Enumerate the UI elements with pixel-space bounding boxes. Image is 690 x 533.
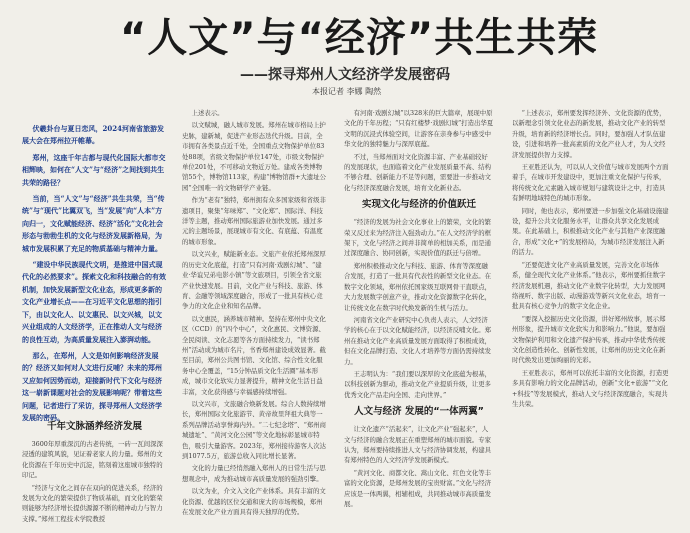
body-paragraph: 以文赋城，融人城市发展。郑州在城市格局上护史脉，建新城，促进产业形态迭代升级。目前，全市拥有各类景点近千处，全国重点文物保护单位83处88项，省级文物保护单位147处，市级文物保护单位201处，不可移动文物近万处。建成各类博物馆55个，博物馆113家，构建“博物馆群+大遗址公园”全国唯一的文物研学产业链。 bbox=[182, 121, 326, 192]
body-paragraph: 郑州积极推动文化与科技、旅游、体育等深度融合发展，打造了一批具有代表性的新型文化业态。在数字文化领域，郑州依托国家级互联网骨干直联点，大力发展数字创意产业，推动文化资源数字化转化，让传统文化在数字时代焕发新的生机与活力。 bbox=[344, 261, 491, 312]
body-paragraph: “还要促进文化产业高质量发展，完善文化市场体系，健全现代文化产业体系。”他表示，郑州要抓住数字经济发展机遇，推动文化产业数字化转型，大力发展网络视听、数字出版、动漫游戏等新兴文化业态，培育一批具有核心竞争力的数字文化企业。 bbox=[512, 260, 666, 311]
body-paragraph: “上述表示，郑州要发挥经济外、文化资源的优势，以新理念引领文化业态的新发展，推动文化产业的转型升级，培育新的经济增长点。同时，要加强人才队伍建设，引进和培养一批高素质的文化产业人才，为人文经济发展提供智力支撑。 bbox=[512, 109, 666, 159]
body-paragraph: 同时，他也表示，郑州要进一步加强文化基础设施建设，提升公共文化服务水平，让群众共享文化发展成果。在此基础上，积极推动文化产业与其他产业深度融合，形成“文化+”的发展格局，为城市经济发展注入新的活力。 bbox=[512, 206, 669, 257]
body-paragraph: 以文为业，介文入文化产业体系。具有丰富的文化资源、优越的区位交通和庞大的市场规模，郑州在发展文化产业方面具有得天独厚的优势。 bbox=[182, 487, 326, 517]
body-paragraph: 王志明认为：“我们要以深厚的文化底蕴为根基，以科技创新为驱动，推动文化产业提质升级，让更多优秀文化产品走向全国、走向世界。” bbox=[344, 369, 492, 399]
body-paragraph: 让文化遗产“活起来”，让文化产业“强起来”，人文与经济的融合发展正在重塑郑州的城市面貌。专家认为，郑州要持续推进人文与经济协调发展，构建具有郑州特色的人文经济学发展新模式。 bbox=[344, 425, 491, 465]
body-paragraph: 以文兴业，赋能新业态。文旅产业依托郑州深厚的历史文化底蕴，打造“只有河南·戏剧幻城”、“建业·华谊兄弟电影小镇”等文旅项目，引领全省文旅产业快速发展。目前，文化产业与科技、旅游、体育、金融等领域深度融合，形成了一批具有核心竞争力的文化企业和知名品牌。 bbox=[182, 250, 326, 311]
body-paragraph: 3600年厚重深沉的古老传统，一砖一瓦间深深浸透的建筑风貌，见证着老家人的力量。郑州的文化资源在千年历史中沉淀，铭刻着这座城市独特的印记。 bbox=[22, 440, 163, 480]
section-heading: 人文与经济 发展的“一体两翼” bbox=[354, 406, 484, 418]
lead-paragraph: 当前，当“人文”与“经济”共生共荣，当“传统”与“现代”比翼双飞，当“发展”向“人本”方向归一，文化赋能经济、经济“活化”文化社会形态与勃勃生机的文化与经济发展新格局，为城市发展积累了充足的物质基础与精神力量。 bbox=[22, 194, 165, 253]
body-paragraph: “经济与文化之间存在双向的促进关系，经济的发展为文化的繁荣提供了物质基础，而文化的繁荣则能够为经济增长提供源源不断的精神动力与智力支撑。”郑州工程技术学院教授 bbox=[22, 483, 163, 523]
section-heading: 实现文化与经济的价值跃迁 bbox=[361, 199, 476, 211]
lead-paragraph: 那么，在郑州，人文是如何影响经济发展的？经济又如何对人文进行反哺？未来的郑州又应如何因势而动，迎接新时代下文化与经济这一崭新课题对社会的发展影响呢？带着这些问题，记者进行了采访，探寻郑州人文经济学发展的密码。 bbox=[22, 350, 162, 422]
body-paragraph: “要深入挖掘历史文化资源，讲好郑州故事，展示郑州形象，提升城市文化软实力和影响力。”他说，要加强文物保护利用和文化遗产保护传承，推动中华优秀传统文化创造性转化、创新性发展，让郑州的历史文化在新时代焕发出更加绚丽的光彩。 bbox=[512, 314, 666, 365]
body-paragraph: 不过，当郑州面对文化资源丰富、产业基础较好的发展现状，也面临着文化产业发展质量不高、结构不够合理、创新能力不足等问题，需要进一步推动文化与经济深度融合发展，培育文化新业态。 bbox=[344, 152, 491, 192]
body-paragraph: “经济的发展为社会文化事业上的繁荣，文化的繁荣又反过来为经济注入强劲动力。”在人文经济学的框架下，文化与经济之间并非简单的相加关系，而是通过深度融合、协同创新，实现价值的跃迁与倍增。 bbox=[344, 218, 492, 258]
body-paragraph: 有河南·戏剧幻城”以328米的巨大篇章，展现中原文化的千年历程；“只有红楼梦·戏剧幻城”打造出华夏文明的沉浸式体验空间，让游客在亲身参与中感受中华文化的独特魅力与深厚底蕴。 bbox=[344, 109, 494, 149]
section-heading: 千年文脉涵养经济发展 bbox=[46, 421, 142, 432]
body-paragraph: 河南省文化产业研究中心负责人表示，人文经济学的核心在于以文化赋能经济，以经济反哺文化。郑州在推动文化产业高质量发展方面取得了积极成效，但在文化品牌打造、文化人才培养等方面仍需持续发力。 bbox=[344, 315, 491, 366]
body-paragraph: 以文惠民，涵养城市精神。坚持在郑州中央文化区（CCD）的“四个中心”，文化惠民、文博资源、全民阅读、文化志愿等各方面持续发力，“读书郑州”活动成为城市名片，书香郑州建设成效显著。截至目前，郑州公共图书馆、文化馆、综合性文化服务中心全覆盖，“15分钟品质文化生活圈”基本形成，城市文化软实力显著提升，精神文化生活日益丰富，文化获得感与幸福感持续增强。 bbox=[182, 314, 326, 396]
body-paragraph: 王亚胜表示，郑州可以依托丰富的文化资源，打造更多具有影响力的文化品牌活动，创新“文化+旅游”“文化+科技”等发展模式，推动人文与经济深度融合，实现共生共荣。 bbox=[512, 368, 669, 408]
body-paragraph: 上述表示。 bbox=[191, 109, 224, 117]
subheadline: ——探寻郑州人文经济学发展密码 bbox=[240, 67, 450, 83]
body-paragraph: 作为“老有”独特，郑州拥有众多国家级和省级非遗项目，聚集“年味郑”、“文化郑”、国际洋、科技洋等主题，推动郑州国际旅游业加快发展。通过多元的主题场景，展现城市有文化、有底蕴、有温度的城市形象。 bbox=[182, 196, 326, 246]
headline: “人文”与“经济”共生共荣 bbox=[120, 15, 599, 61]
column-2 bbox=[182, 108, 327, 533]
body-paragraph: 以文兴市，文旅融合焕新发展。综合人数持续增长，郑州国际文化旅游节、黄帝故里拜祖大典等一系列品牌活动享誉海内外。“二七纪念塔”、“郑州商城遗址”、“黄河文化公园”等文化地标彰显城市特色，吸引大量游客。2023年，郑州接待游客人次达到1077.5万，旅游总收入同比增长显著。 bbox=[182, 399, 327, 460]
body-paragraph: 王亚胜还认为，可以从人文价值与城市发展两个方面着手，在城市开发建设中，更加注重文化保护与传承，将传统文化元素融入城市规划与建筑设计之中，打造具有鲜明地域特色的城市形象。 bbox=[512, 163, 669, 203]
body-paragraph: 文化的力量已经悄然融入郑州人的日常生活与思想观念中，成为推动城市高质量发展的强劲引擎。 bbox=[182, 464, 326, 483]
lead-paragraph: 郑州，这座千年古都与现代化国际大都市交相辉映，如何在“人文”与“经济”之间找到共生共荣的路径？ bbox=[22, 152, 166, 187]
lead-paragraph: “建设中华民族现代文明，是推进中国式现代化的必然要求”。探索文化和科技融合的有效机制，加快发展新型文化业态，形成更多新的文化产业增长点——在习近平文化思想的指引下，由以文化人、以文惠民、以文兴城，以文兴业组成的人文经济学，正在推动人文与经济的良性互动，为高质量发展注入澎湃动能。 bbox=[22, 260, 167, 344]
column-4 bbox=[512, 108, 670, 533]
lead-paragraph: 伏羲卦台与夏日恋风，2024河南省旅游发展大会在郑州拉开帷幕。 bbox=[22, 124, 164, 146]
byline: 本报记者 李娜 陶然 bbox=[312, 87, 382, 96]
column-1-bottom bbox=[22, 415, 167, 533]
column-3 bbox=[344, 108, 494, 533]
body-paragraph: “黄河文化、商都文化、嵩山文化、红色文化等丰富的文化资源，是郑州发展的宝贵财富。”文化与经济应该是一体两翼，相辅相成，共同推动城市高质量发展。 bbox=[344, 468, 492, 508]
